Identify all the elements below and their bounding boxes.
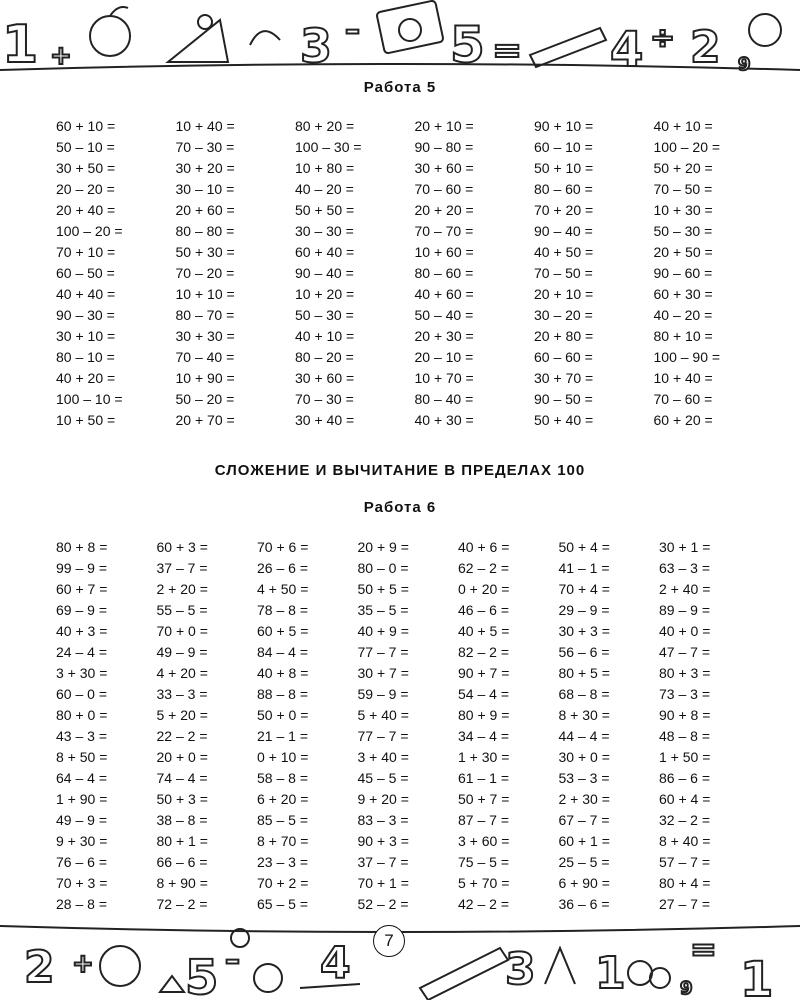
exercise: 28 – 8 = — [56, 896, 107, 912]
exercise: 80 – 0 = — [357, 560, 409, 576]
exercise: 80 + 20 = — [295, 118, 355, 134]
svg-text:5: 5 — [450, 16, 485, 74]
exercise: 20 – 20 = — [56, 181, 115, 197]
svg-text:1: 1 — [595, 948, 626, 999]
exercise: 8 + 50 = — [56, 749, 108, 765]
exercise: 80 + 4 = — [659, 875, 711, 891]
exercise: 20 + 0 = — [156, 749, 208, 765]
top-doodle-border — [0, 0, 800, 80]
exercise: 56 – 6 = — [558, 644, 610, 660]
exercise: 80 – 80 = — [175, 223, 235, 239]
exercise: 10 + 70 = — [414, 370, 474, 386]
exercise: 70 + 4 = — [558, 581, 610, 597]
exercise: 30 + 50 = — [56, 160, 116, 176]
exercise: 80 – 70 = — [175, 307, 235, 323]
exercise: 68 – 8 = — [558, 686, 610, 702]
work6-column — [659, 537, 760, 915]
exercise: 40 + 9 = — [357, 623, 409, 639]
work6-column — [559, 537, 660, 915]
exercise: 100 – 20 = — [653, 139, 721, 155]
exercise: 40 + 60 = — [414, 286, 474, 302]
exercise: 20 + 10 = — [414, 118, 474, 134]
exercise: 90 – 30 = — [56, 307, 115, 323]
exercise: 40 + 30 = — [414, 412, 474, 428]
exercise: 77 – 7 = — [357, 644, 409, 660]
exercise: 82 – 2 = — [458, 644, 509, 660]
svg-text:4: 4 — [320, 938, 351, 989]
exercise: 70 + 0 = — [156, 623, 208, 639]
exercise: 10 + 10 = — [175, 286, 235, 302]
exercise: 30 + 20 = — [175, 160, 235, 176]
exercise: 89 – 9 = — [659, 602, 710, 618]
exercise: 70 – 30 = — [295, 391, 354, 407]
exercise: 80 – 20 = — [295, 349, 354, 365]
exercise: 70 – 20 = — [175, 265, 235, 281]
exercise: 0 + 20 = — [458, 581, 510, 597]
exercise: 20 – 10 = — [414, 349, 474, 365]
exercise: 60 + 40 = — [295, 244, 355, 260]
exercise: 10 + 20 = — [295, 286, 355, 302]
exercise: 90 – 50 = — [534, 391, 593, 407]
exercise: 62 – 2 = — [458, 560, 509, 576]
svg-text:9: 9 — [680, 978, 693, 999]
exercise: 73 – 3 = — [659, 686, 710, 702]
exercise: 64 – 4 = — [56, 770, 107, 786]
work5-column — [176, 116, 296, 431]
work6-column — [257, 537, 358, 915]
exercise: 55 – 5 = — [156, 602, 208, 618]
exercise: 65 – 5 = — [257, 896, 308, 912]
exercise: 50 + 50 = — [295, 202, 355, 218]
exercise: 24 – 4 = — [56, 644, 107, 660]
svg-text:9: 9 — [738, 54, 751, 75]
exercise: 59 – 9 = — [357, 686, 409, 702]
svg-text:1: 1 — [740, 952, 774, 1000]
exercise: 40 – 20 = — [653, 307, 713, 323]
exercise: 60 + 4 = — [659, 791, 711, 807]
exercise: 60 + 30 = — [653, 286, 713, 302]
exercise: 20 + 50 = — [653, 244, 713, 260]
svg-text:3: 3 — [505, 944, 536, 995]
exercise: 30 – 10 = — [175, 181, 235, 197]
exercise: 80 + 3 = — [659, 665, 711, 681]
exercise: 90 – 40 = — [534, 223, 593, 239]
exercise: 70 + 10 = — [56, 244, 116, 260]
exercise: 80 – 40 = — [414, 391, 474, 407]
exercise: 90 + 7 = — [458, 665, 510, 681]
exercise: 50 – 30 = — [295, 307, 354, 323]
exercise: 8 + 70 = — [257, 833, 309, 849]
exercise: 90 + 3 = — [357, 833, 409, 849]
exercise: 5 + 40 = — [357, 707, 409, 723]
exercise: 40 + 40 = — [56, 286, 116, 302]
exercise: 50 + 5 = — [357, 581, 409, 597]
exercise: 30 + 60 = — [295, 370, 355, 386]
exercise: 40 + 50 = — [534, 244, 594, 260]
exercise: 20 + 40 = — [56, 202, 116, 218]
exercise: 50 + 0 = — [257, 707, 309, 723]
work6-exercises — [56, 537, 776, 915]
exercise: 100 – 10 = — [56, 391, 123, 407]
exercise: 32 – 2 = — [659, 812, 710, 828]
exercise: 40 + 0 = — [659, 623, 711, 639]
exercise: 80 – 60 = — [534, 181, 593, 197]
work6-column — [56, 537, 157, 915]
exercise: 69 – 9 = — [56, 602, 107, 618]
exercise: 30 + 7 = — [357, 665, 409, 681]
svg-text:3: 3 — [300, 19, 333, 73]
exercise: 40 + 6 = — [458, 539, 510, 555]
exercise: 50 – 20 = — [175, 391, 235, 407]
exercise: 25 – 5 = — [558, 854, 610, 870]
exercise: 52 – 2 = — [357, 896, 409, 912]
exercise: 70 – 70 = — [414, 223, 474, 239]
exercise: 47 – 7 = — [659, 644, 710, 660]
work5-title: Работа 5 — [363, 79, 437, 96]
exercise: 30 + 0 = — [558, 749, 610, 765]
exercise: 20 + 20 = — [414, 202, 474, 218]
exercise: 27 – 7 = — [659, 896, 710, 912]
svg-text:–: – — [345, 13, 360, 48]
exercise: 77 – 7 = — [357, 728, 409, 744]
section-heading: СЛОЖЕНИЕ И ВЫЧИТАНИЕ В ПРЕДЕЛАХ 100 — [214, 462, 586, 479]
exercise: 72 – 2 = — [156, 896, 208, 912]
exercise: 86 – 6 = — [659, 770, 710, 786]
exercise: 1 + 50 = — [659, 749, 711, 765]
exercise: 70 + 3 = — [56, 875, 108, 891]
exercise: 50 + 30 = — [175, 244, 235, 260]
exercise: 76 – 6 = — [56, 854, 107, 870]
svg-text:+: + — [72, 949, 94, 979]
exercise: 40 + 3 = — [56, 623, 108, 639]
exercise: 10 + 40 = — [175, 118, 235, 134]
exercise: 80 + 10 = — [653, 328, 713, 344]
exercise: 60 + 3 = — [156, 539, 208, 555]
exercise: 10 + 40 = — [653, 370, 713, 386]
exercise: 99 – 9 = — [56, 560, 107, 576]
page-number: 7 — [373, 925, 405, 957]
exercise: 2 + 40 = — [659, 581, 711, 597]
exercise: 10 + 80 = — [295, 160, 355, 176]
exercise: 60 + 10 = — [56, 118, 116, 134]
exercise: 10 + 50 = — [56, 412, 116, 428]
exercise: 87 – 7 = — [458, 812, 509, 828]
exercise: 9 + 30 = — [56, 833, 108, 849]
exercise: 70 + 2 = — [257, 875, 309, 891]
exercise: 3 + 30 = — [56, 665, 108, 681]
work5-exercises — [56, 116, 756, 431]
exercise: 30 – 30 = — [295, 223, 354, 239]
exercise: 70 – 60 = — [414, 181, 474, 197]
exercise: 50 + 10 = — [534, 160, 594, 176]
svg-text:1: 1 — [2, 15, 39, 75]
exercise: 70 – 50 = — [653, 181, 713, 197]
exercise: 8 + 30 = — [558, 707, 610, 723]
svg-text:=: = — [492, 30, 523, 71]
exercise: 0 + 10 = — [257, 749, 309, 765]
exercise: 70 – 50 = — [534, 265, 593, 281]
exercise: 61 – 1 = — [458, 770, 509, 786]
exercise: 80 + 0 = — [56, 707, 108, 723]
work5-column — [654, 116, 774, 431]
exercise: 50 + 7 = — [458, 791, 510, 807]
svg-text:=: = — [690, 930, 717, 968]
work5-column — [56, 116, 176, 431]
exercise: 21 – 1 = — [257, 728, 308, 744]
exercise: 20 + 60 = — [175, 202, 235, 218]
exercise: 75 – 5 = — [458, 854, 509, 870]
exercise: 80 + 9 = — [458, 707, 510, 723]
exercise: 50 + 40 = — [534, 412, 594, 428]
exercise: 8 + 40 = — [659, 833, 711, 849]
work5-column — [534, 116, 654, 431]
exercise: 8 + 90 = — [156, 875, 208, 891]
exercise: 30 + 70 = — [534, 370, 594, 386]
exercise: 30 + 3 = — [558, 623, 610, 639]
exercise: 37 – 7 = — [156, 560, 208, 576]
exercise: 100 – 90 = — [653, 349, 721, 365]
exercise: 70 – 40 = — [175, 349, 235, 365]
exercise: 90 + 8 = — [659, 707, 711, 723]
exercise: 10 + 90 = — [175, 370, 235, 386]
exercise: 30 + 10 = — [56, 328, 116, 344]
exercise: 66 – 6 = — [156, 854, 208, 870]
exercise: 70 – 30 = — [175, 139, 235, 155]
exercise: 100 – 30 = — [295, 139, 362, 155]
exercise: 80 + 5 = — [558, 665, 610, 681]
exercise: 40 + 8 = — [257, 665, 309, 681]
exercise: 50 + 20 = — [653, 160, 713, 176]
exercise: 30 + 30 = — [175, 328, 235, 344]
exercise: 83 – 3 = — [357, 812, 409, 828]
exercise: 88 – 8 = — [257, 686, 308, 702]
exercise: 80 + 1 = — [156, 833, 208, 849]
exercise: 90 – 60 = — [653, 265, 713, 281]
exercise: 3 + 60 = — [458, 833, 510, 849]
exercise: 23 – 3 = — [257, 854, 308, 870]
exercise: 40 – 20 = — [295, 181, 354, 197]
exercise: 20 + 30 = — [414, 328, 474, 344]
exercise: 10 + 30 = — [653, 202, 713, 218]
svg-text:+: + — [50, 41, 72, 71]
exercise: 49 – 9 = — [56, 812, 107, 828]
exercise: 58 – 8 = — [257, 770, 308, 786]
exercise: 57 – 7 = — [659, 854, 710, 870]
exercise: 30 + 1 = — [659, 539, 711, 555]
exercise: 29 – 9 = — [558, 602, 610, 618]
exercise: 4 + 20 = — [156, 665, 208, 681]
exercise: 6 + 20 = — [257, 791, 309, 807]
exercise: 40 + 10 = — [653, 118, 713, 134]
exercise: 41 – 1 = — [558, 560, 610, 576]
exercise: 4 + 50 = — [257, 581, 309, 597]
exercise: 60 – 50 = — [56, 265, 115, 281]
exercise: 40 + 10 = — [295, 328, 355, 344]
exercise: 78 – 8 = — [257, 602, 308, 618]
exercise: 80 – 60 = — [414, 265, 474, 281]
exercise: 33 – 3 = — [156, 686, 208, 702]
exercise: 50 – 10 = — [56, 139, 115, 155]
exercise: 44 – 4 = — [558, 728, 610, 744]
exercise: 84 – 4 = — [257, 644, 308, 660]
exercise: 53 – 3 = — [558, 770, 610, 786]
exercise: 90 – 40 = — [295, 265, 354, 281]
exercise: 20 + 9 = — [357, 539, 409, 555]
work6-column — [157, 537, 258, 915]
exercise: 38 – 8 = — [156, 812, 208, 828]
work6-title: Работа 6 — [363, 499, 437, 516]
exercise: 30 + 60 = — [414, 160, 474, 176]
exercise: 40 + 5 = — [458, 623, 510, 639]
exercise: 70 – 60 = — [653, 391, 713, 407]
exercise: 50 + 4 = — [558, 539, 610, 555]
exercise: 50 + 3 = — [156, 791, 208, 807]
exercise: 90 + 10 = — [534, 118, 594, 134]
exercise: 43 – 3 = — [56, 728, 107, 744]
exercise: 85 – 5 = — [257, 812, 308, 828]
exercise: 35 – 5 = — [357, 602, 409, 618]
exercise: 40 + 20 = — [56, 370, 116, 386]
exercise: 30 – 20 = — [534, 307, 593, 323]
exercise: 10 + 60 = — [414, 244, 474, 260]
exercise: 20 + 80 = — [534, 328, 594, 344]
exercise: 54 – 4 = — [458, 686, 509, 702]
exercise: 1 + 30 = — [458, 749, 510, 765]
exercise: 20 + 10 = — [534, 286, 594, 302]
exercise: 37 – 7 = — [357, 854, 409, 870]
exercise: 20 + 70 = — [175, 412, 235, 428]
svg-text:÷: ÷ — [650, 21, 676, 56]
exercise: 90 – 80 = — [414, 139, 474, 155]
exercise: 26 – 6 = — [257, 560, 308, 576]
work5-column — [295, 116, 415, 431]
exercise: 2 + 30 = — [558, 791, 610, 807]
work5-column — [415, 116, 535, 431]
exercise: 48 – 8 = — [659, 728, 710, 744]
exercise: 70 + 6 = — [257, 539, 309, 555]
exercise: 60 + 7 = — [56, 581, 108, 597]
exercise: 30 + 40 = — [295, 412, 355, 428]
exercise: 2 + 20 = — [156, 581, 208, 597]
exercise: 6 + 90 = — [558, 875, 610, 891]
exercise: 60 + 20 = — [653, 412, 713, 428]
exercise: 36 – 6 = — [558, 896, 610, 912]
exercise: 100 – 20 = — [56, 223, 123, 239]
exercise: 50 – 40 = — [414, 307, 474, 323]
exercise: 45 – 5 = — [357, 770, 409, 786]
svg-text:5: 5 — [185, 950, 219, 1000]
exercise: 74 – 4 = — [156, 770, 208, 786]
exercise: 1 + 90 = — [56, 791, 108, 807]
exercise: 42 – 2 = — [458, 896, 509, 912]
exercise: 60 – 60 = — [534, 349, 593, 365]
exercise: 80 – 10 = — [56, 349, 115, 365]
exercise: 34 – 4 = — [458, 728, 509, 744]
svg-text:2: 2 — [690, 22, 721, 73]
exercise: 5 + 70 = — [458, 875, 510, 891]
exercise: 70 + 20 = — [534, 202, 594, 218]
svg-text:–: – — [225, 943, 240, 978]
exercise: 60 – 0 = — [56, 686, 107, 702]
exercise: 63 – 3 = — [659, 560, 710, 576]
exercise: 3 + 40 = — [357, 749, 409, 765]
exercise: 50 – 30 = — [653, 223, 713, 239]
svg-text:2: 2 — [24, 942, 55, 993]
exercise: 67 – 7 = — [558, 812, 610, 828]
svg-text:4: 4 — [610, 22, 644, 78]
exercise: 60 + 5 = — [257, 623, 309, 639]
exercise: 60 – 10 = — [534, 139, 593, 155]
exercise: 70 + 1 = — [357, 875, 409, 891]
exercise: 5 + 20 = — [156, 707, 208, 723]
exercise: 60 + 1 = — [558, 833, 610, 849]
work6-column — [358, 537, 459, 915]
exercise: 22 – 2 = — [156, 728, 208, 744]
exercise: 80 + 8 = — [56, 539, 108, 555]
exercise: 49 – 9 = — [156, 644, 208, 660]
work6-column — [458, 537, 559, 915]
exercise: 9 + 20 = — [357, 791, 409, 807]
exercise: 46 – 6 = — [458, 602, 509, 618]
